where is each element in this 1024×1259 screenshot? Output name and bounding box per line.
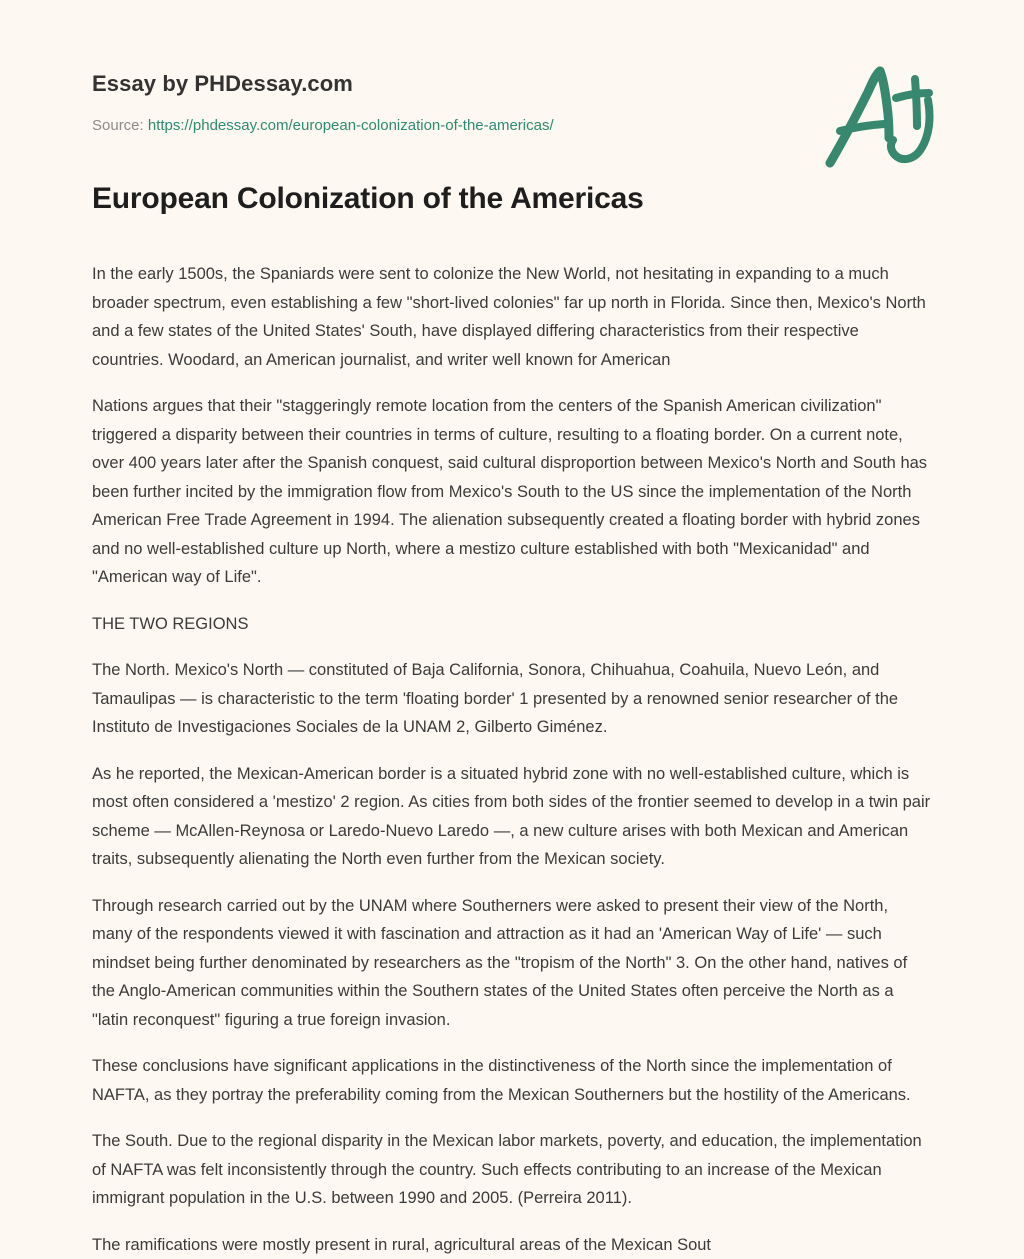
paragraph: The North. Mexico's North — constituted of Baja California, Sonora, Chihuahua, Coahuila, Nuevo León, and Tamaulipas — is characteristic to the term 'floating border' 1 presented by a renowned senior researcher of the Instituto de Investigaciones Sociales de la UNAM 2, Gilberto Giménez. — [92, 656, 932, 742]
section-heading-the-two-regions: THE TWO REGIONS — [92, 610, 932, 639]
document-header — [0, 0, 1024, 170]
source-url-link[interactable]: https://phdessay.com/european-colonization-of-the-americas/ — [148, 117, 554, 134]
paragraph: The South. Due to the regional disparity in the Mexican labor markets, poverty, and education, the implementation of NAFTA was felt inconsistently through the country. Such effects contributing to an increase of the Mexican immigrant population in the U.S. between 1990 and 2005. (Perreira 2011). — [92, 1127, 932, 1213]
paragraph: In the early 1500s, the Spaniards were sent to colonize the New World, not hesitating in expanding to a much broader spectrum, even establishing a few "short-lived colonies" far up north in Florida. Since then, Mexico's North and a few states of the United States' South, have displayed differing characteristics from their respective countries. Woodard, an American journalist, and writer well known for American — [92, 260, 932, 374]
article-body — [0, 170, 1024, 1259]
source-line — [92, 116, 932, 136]
aplus-logo-icon — [818, 62, 948, 172]
paragraph-truncated: The ramifications were mostly present in rural, agricultural areas of the Mexican Sout — [92, 1231, 932, 1259]
paragraph: These conclusions have significant applications in the distinctiveness of the North since the implementation of NAFTA, as they portray the preferability coming from the Mexican Southerners but the hostility of the Americans. — [92, 1052, 932, 1109]
page-title: European Colonization of the Americas — [92, 170, 932, 218]
article-paragraphs — [92, 260, 932, 1259]
paragraph: As he reported, the Mexican-American border is a situated hybrid zone with no well-established culture, which is most often considered a 'mestizo' 2 region. As cities from both sides of the frontier seemed to develop in a twin pair scheme — McAllen-Reynosa or Laredo-Nuevo Laredo —, a new culture arises with both Mexican and American traits, subsequently alienating the North even further from the Mexican society. — [92, 760, 932, 874]
paragraph: Nations argues that their "staggeringly remote location from the centers of the Spanish American civilization" triggered a disparity between their countries in terms of culture, resulting to a floating border. On a current note, over 400 years later after the Spanish conquest, said cultural disproportion between Mexico's North and South has been further incited by the immigration flow from Mexico's South to the US since the implementation of the North American Free Trade Agreement in 1994. The alienation subsequently created a floating border with hybrid zones and no well-established culture up North, where a mestizo culture established with both "Mexicanidad" and "American way of Life". — [92, 392, 932, 592]
source-label: Source: — [92, 117, 144, 134]
phdessay-aplus-logo — [818, 62, 948, 172]
paragraph: Through research carried out by the UNAM where Southerners were asked to present their view of the North, many of the respondents viewed it with fascination and attraction as it had an 'American Way of Life' — such mindset being further denominated by researchers as the "tropism of the North" 3. On the other hand, natives of the Anglo-American communities within the Southern states of the United States often perceive the North as a "latin reconquest" figuring a true foreign invasion. — [92, 892, 932, 1035]
brand-title: Essay by PHDessay.com — [92, 70, 932, 98]
